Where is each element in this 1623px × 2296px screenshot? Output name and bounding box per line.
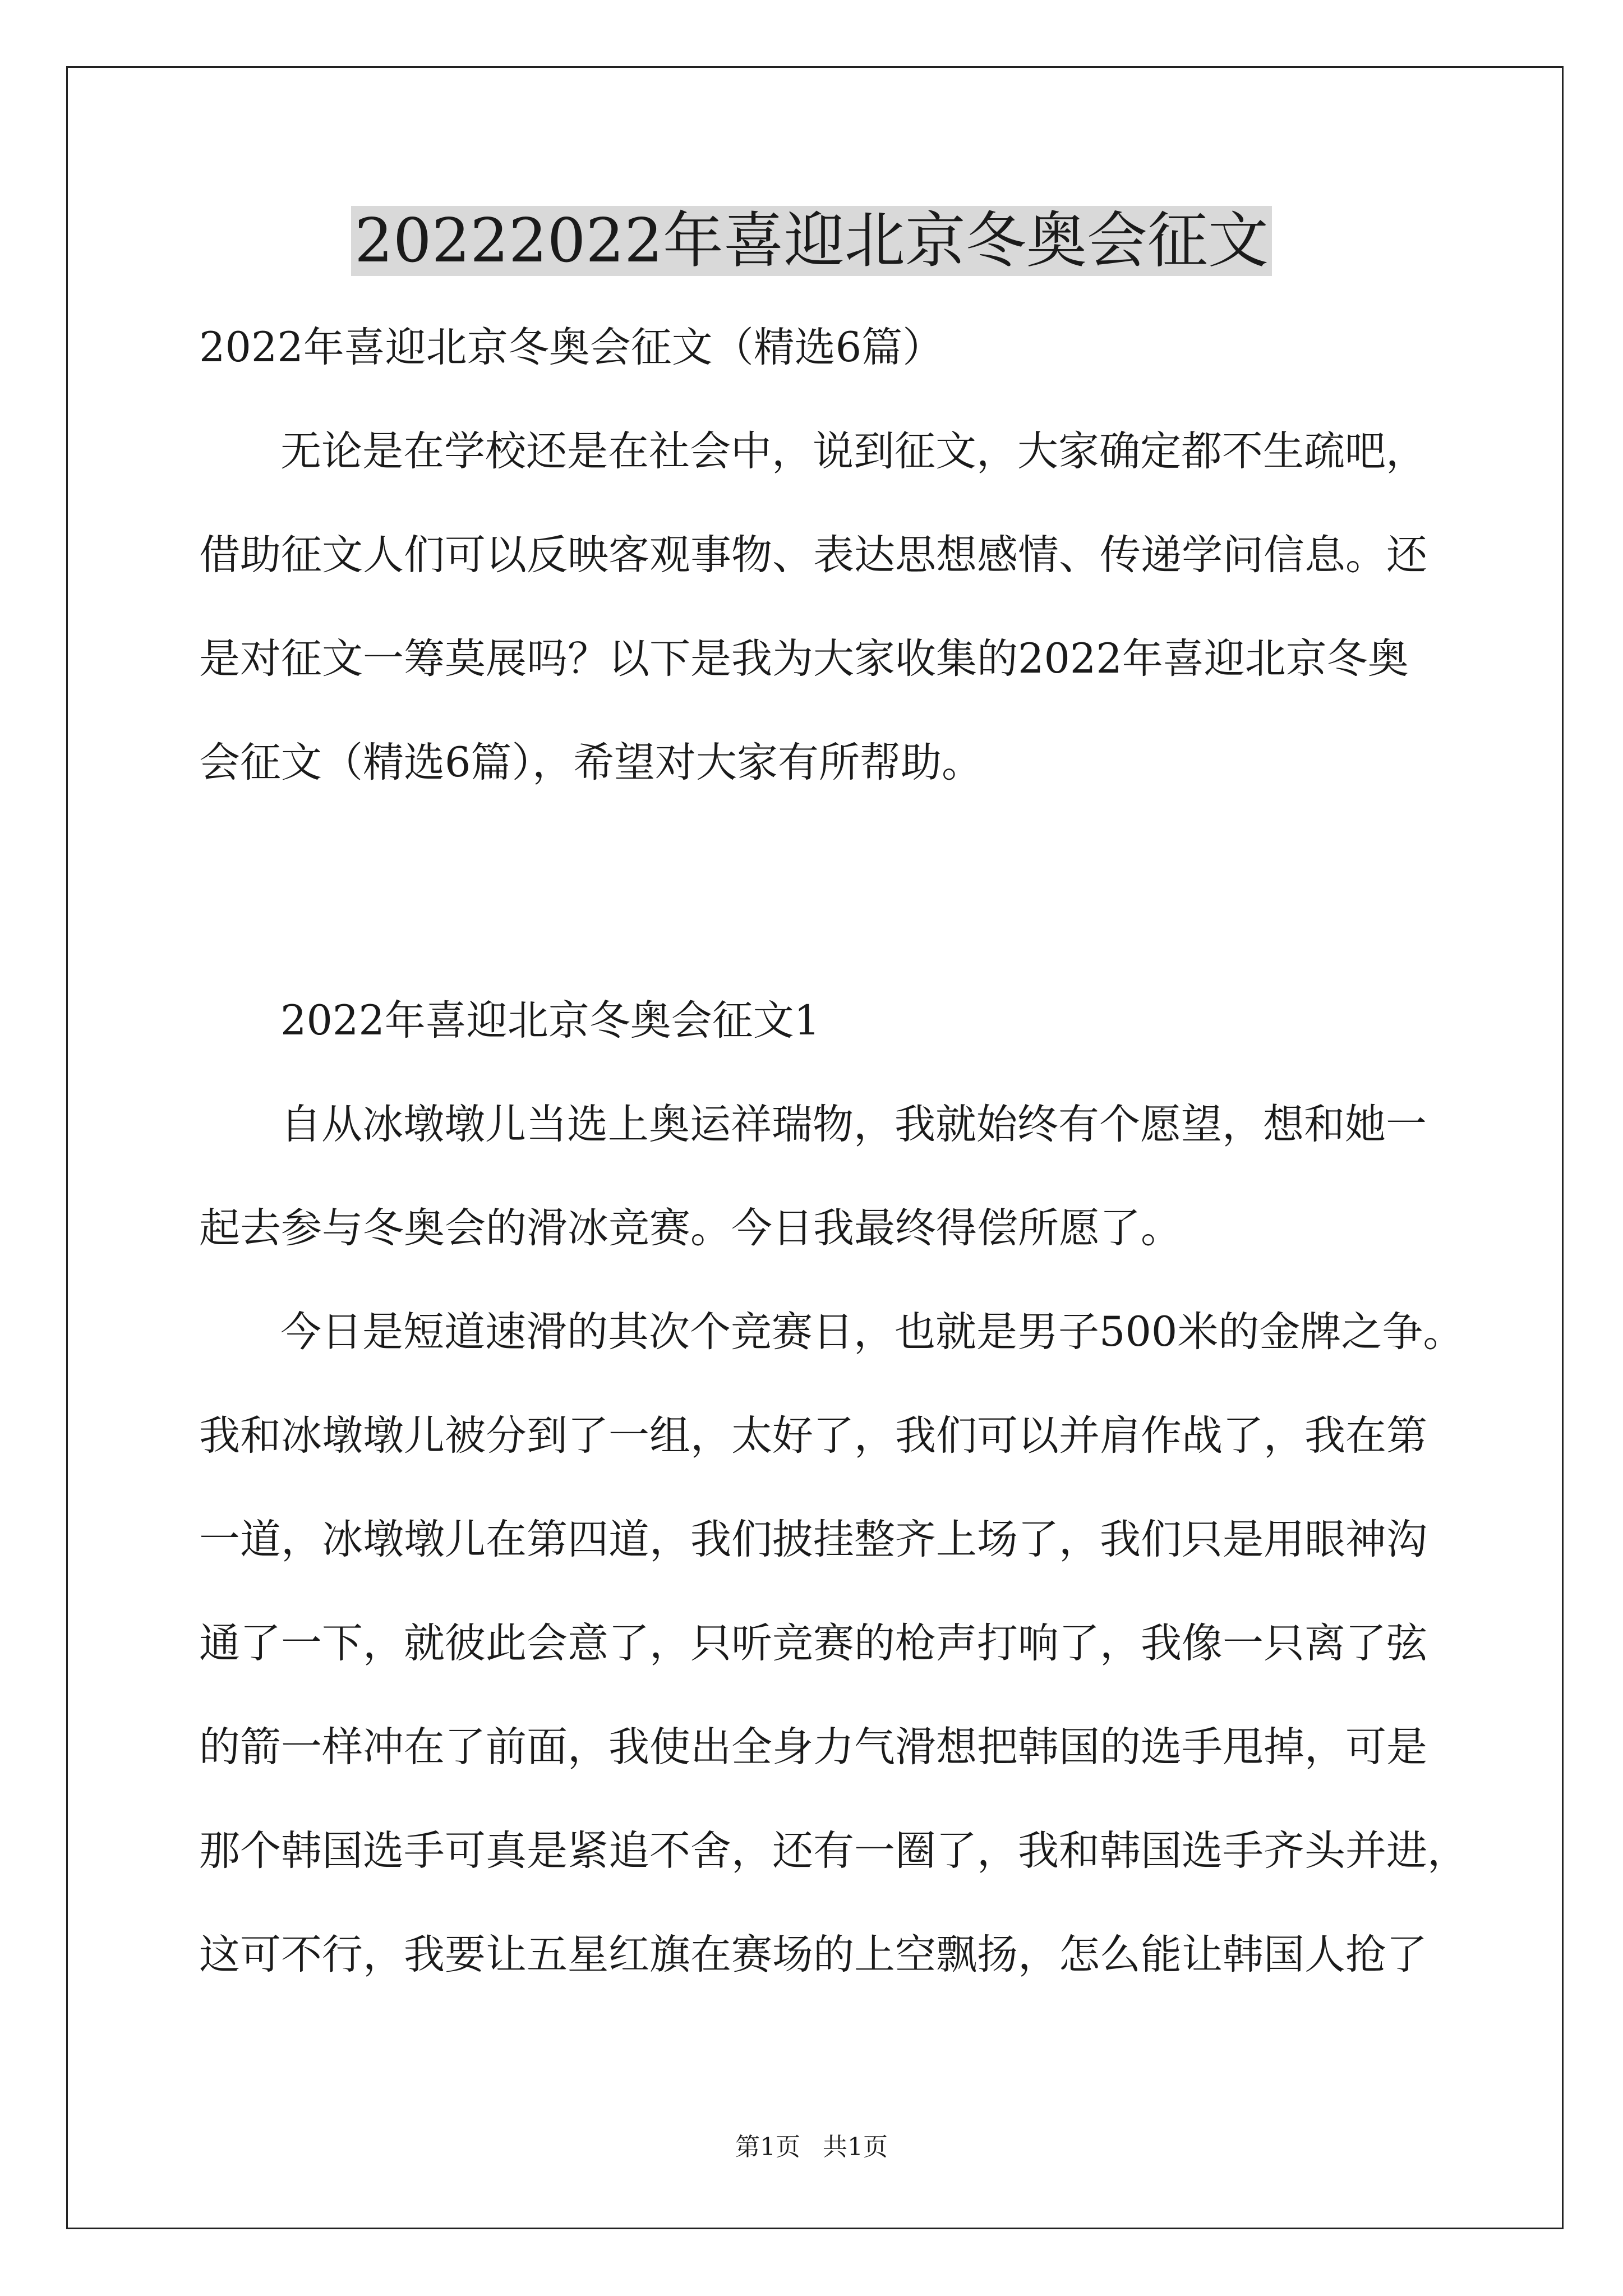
page-total: 共1页 [823,2133,888,2161]
essay-1-para-2-line-3: 一道，冰墩墩儿在第四道，我们披挂整齐上场了，我们只是用眼神沟 [199,1516,1427,1563]
essay-1-para-2-line-7: 这可不行，我要让五星红旗在赛场的上空飘扬，怎么能让韩国人抢了 [199,1931,1427,1978]
document-title [0,199,1623,283]
page-number: 第1页 [735,2133,800,2161]
essay-1-para-2-line-4: 通了一下，就彼此会意了，只听竞赛的枪声打响了，我像一只离了弦 [199,1619,1427,1667]
essay-1-para-1-line-2: 起去参与冬奥会的滑冰竞赛。今日我最终得偿所愿了。 [199,1204,1182,1252]
document-title-text: 20222022年喜迎北京冬奥会征文 [351,206,1272,276]
page-footer [0,2131,1623,2164]
essay-1-para-2-line-2: 我和冰墩墩儿被分到了一组，太好了，我们可以并肩作战了，我在第 [199,1412,1427,1460]
essay-1-para-1-line-1: 自从冰墩墩儿当选上奥运祥瑞物，我就始终有个愿望，想和她一 [280,1101,1427,1148]
essay-1-heading: 2022年喜迎北京冬奥会征文1 [280,997,820,1045]
intro-line-3: 是对征文一筹莫展吗？以下是我为大家收集的2022年喜迎北京冬奥 [199,635,1409,683]
intro-line-2: 借助征文人们可以反映客观事物、表达思想感情、传递学问信息。还 [199,531,1427,579]
essay-1-para-2-line-1: 今日是短道速滑的其次个竞赛日，也就是男子500米的金牌之争。 [280,1308,1464,1356]
intro-line-1: 无论是在学校还是在社会中，说到征文，大家确定都不生疏吧， [280,427,1427,475]
collection-heading: 2022年喜迎北京冬奥会征文（精选6篇） [199,324,944,371]
essay-1-para-2-line-6: 那个韩国选手可真是紧追不舍，还有一圈了，我和韩国选手齐头并进， [199,1827,1468,1875]
essay-1-para-2-line-5: 的箭一样冲在了前面，我使出全身力气滑想把韩国的选手甩掉，可是 [199,1723,1427,1771]
intro-line-4: 会征文（精选6篇），希望对大家有所帮助。 [199,739,983,786]
